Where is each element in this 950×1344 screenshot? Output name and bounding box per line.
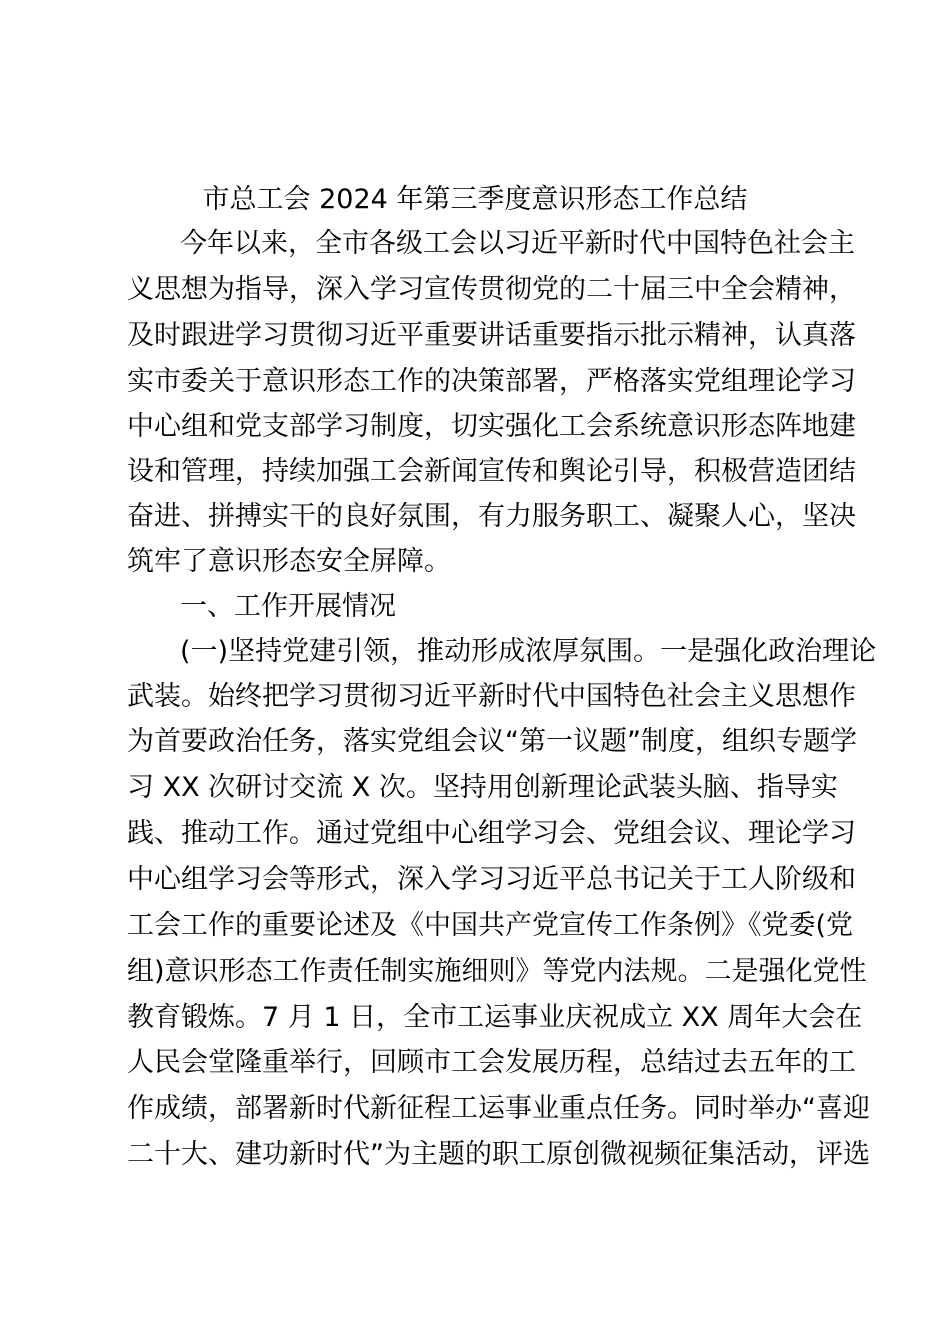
body-line: 武装。始终把学习贯彻习近平新时代中国特色社会主义思想作 bbox=[127, 681, 856, 712]
body-line: 及时跟进学习贯彻习近平重要讲话重要指示批示精神，认真落 bbox=[127, 320, 856, 351]
body-line: 践、推动工作。通过党组中心组学习会、党组会议、理论学习 bbox=[127, 818, 856, 849]
body-line: (一)坚持党建引领，推动形成浓厚氛围。一是强化政治理论 bbox=[180, 636, 877, 667]
body-line: 组)意识形态工作责任制实施细则》等党内法规。二是强化党性 bbox=[127, 956, 867, 987]
body-line: 义思想为指导，深入学习宣传贯彻党的二十届三中全会精神， bbox=[127, 274, 856, 305]
body-line: 中心组和党支部学习制度，切实强化工会系统意识形态阵地建 bbox=[127, 411, 856, 442]
body-line: 今年以来，全市各级工会以习近平新时代中国特色社会主 bbox=[180, 228, 855, 259]
body-line: 习 XX 次研讨交流 X 次。坚持用创新理论武装头脑、指导实 bbox=[127, 772, 838, 803]
body-line: 作成绩，部署新时代新征程工运事业重点任务。同时举办“喜迎 bbox=[127, 1093, 870, 1124]
body-line: 设和管理，持续加强工会新闻宣传和舆论引导，积极营造团结 bbox=[127, 456, 856, 487]
body-line: 工会工作的重要论述及《中国共产党宣传工作条例》《党委(党 bbox=[127, 910, 854, 941]
body-line: 奋进、拼搏实干的良好氛围，有力服务职工、凝聚人心，坚决 bbox=[127, 501, 856, 532]
section-heading: 一、工作开展情况 bbox=[180, 591, 396, 622]
document-title: 市总工会 2024 年第三季度意识形态工作总结 bbox=[202, 184, 748, 215]
body-line: 为首要政治任务，落实党组会议“第一议题”制度，组织专题学 bbox=[127, 726, 857, 757]
body-line: 筑牢了意识形态安全屏障。 bbox=[127, 546, 451, 577]
body-line: 二十大、建功新时代”为主题的职工原创微视频征集活动，评选 bbox=[127, 1139, 870, 1170]
body-line: 人民会堂隆重举行，回顾市工会发展历程，总结过去五年的工 bbox=[127, 1047, 856, 1078]
body-line: 教育锻炼。7 月 1 日，全市工运事业庆祝成立 XX 周年大会在 bbox=[127, 1002, 863, 1033]
body-line: 实市委关于意识形态工作的决策部署，严格落实党组理论学习 bbox=[127, 366, 856, 397]
body-line: 中心组学习会等形式，深入学习习近平总书记关于工人阶级和 bbox=[127, 864, 856, 895]
